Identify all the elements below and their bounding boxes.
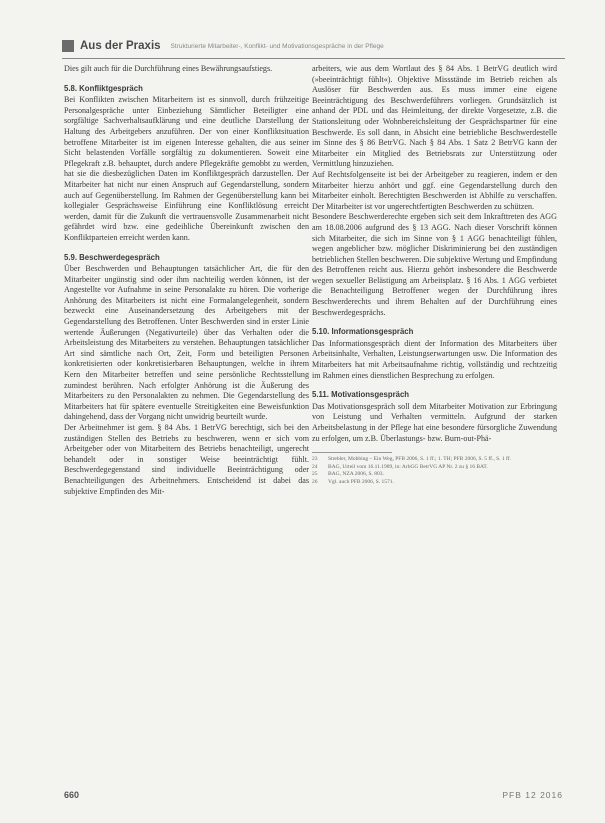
section-subtitle: Strukturierte Mitarbeiter-, Konflikt- und Motivationsgespräche in der Pflege — [170, 42, 384, 50]
paragraph-rechtsfolgen: Auf Rechtsfolgenseite ist bei der Arbeitgeber zu reagieren, indem er den Mitarbeiter hierzu anhört und ggf. eine Gegendarstellung durch den Mitarbeiter einholt. Berechtigten Beschwerden ist Abhilfe zu verschaffen. Der Mitarbeiter ist vor ungerechtfertigten Beschwerden zu schützen. — [312, 169, 557, 211]
paragraph-konfliktgespraech: Bei Konflikten zwischen Mitarbeitern ist es sinnvoll, durch frühzeitige Personalgespräche unter Einbeziehung Sämtlicher Beteiligter eine sorgfältige Sachverhaltsaufklärung und eine deutliche Darstellung der Haltung des Arbeitgebers anzuführen. Der von einer Konfliktsituation betroffene Mitarbeiter ist im eigenen Interesse gehalten, die aus seiner Sicht belastenden Vorfälle sorgfältig zu dokumentieren. Soweit eine Pflegekraft z.B. behauptet, durch andere Pflegekräfte gemobbt zu werden, hat sie die diesbezüglichen Daten im Konfliktgespräch darzustellen. Der Mitarbeiter hat nicht nur einen Anspruch auf Gegendarstellung, sondern auch auf Gegenüberstellung. Im Rahmen der Gegenüberstellung kann bei kollegialer Gesprächsweise Einführung eine Konfliktlösung erreicht werden, damit für die Zukunft die vertrauensvolle Zusammenarbeit nicht gefährdet wird bzw. eine gedeihliche Übereinkunft zwischen den Konfliktparteien erreicht werden kann. — [64, 95, 309, 242]
heading-konfliktgespraech: 5.8. Konfliktgespräch — [64, 83, 143, 93]
paragraph-continuation: arbeiters, wie aus dem Wortlaut des § 84 Abs. 1 BetrVG deutlich wird (»beeinträchtigt fühlt«). Objektive Missstände im Betrieb reichen als Auslöser für Beschwerden aus. Es muss immer eine eigene Beeinträchtigung des Beschwerdeführers vorliegen. Grundsätzlich ist anhand der PDL und das Heimleitung, der direkte Vorgesetzte, z.B. die Stationsleitung oder Wohnbereichsleitung der Gesprächspartner für eine Beschwerde. Es soll dann, in Absicht eine betriebliche Beschwerdestelle im Sinne des § 86 BetrVG. Nach § 84 Abs. 1 Satz 2 BetrVG kann der Mitarbeiter ein Mitglied des Betriebsrats zur Unterstützung oder Vermittlung hinzuziehen. — [312, 64, 557, 169]
header-rule — [62, 58, 565, 59]
paragraph-agg: Besondere Beschwerderechte ergeben sich seit dem Inkrafttreten des AGG am 18.08.2006 aufgrund des § 13 AGG. Nach dieser Vorschrift können sich Mitarbeiter, die sich im Sinne von § 1 AGG benachteiligt fühlen, wegen angeblicher bzw. möglicher Diskriminierung bei den zuständigen betrieblichen Stellen beschweren. Die subjektive Wertung und Empfindung des Betroffenen reicht aus. Hierzu gehört insbesondere die Beschwerde wegen sexueller Belästigung am Arbeitsplatz. § 16 Abs. 1 AGG verbietet die Benachteiligung Betroffener wegen der Durchführung ihres Beschwerderechts und ihrem Behalten auf der Durchführung eines Beschwerdegesprächs. — [312, 212, 557, 317]
left-column — [64, 64, 309, 497]
paragraph-beschwerdegespraech: Über Beschwerden und Behauptungen tatsächlicher Art, die für den Mitarbeiter ungünstig sind oder ihm nachteilig werden können, ist der Angestellte vor Aufnahme in seine Personalakte zu hören. Die vorherige Anhörung des Mitarbeiters ist nicht eine Formalangelegenheit, sondern bezweckt eine Auseinandersetzung des Arbeitgebers mit der Gegendarstellung des Betroffenen. Unter Beschwerden sind in erster Linie wertende Äußerungen (Negativurteile) über das Verhalten oder die Arbeitsleistung des Mitarbeiters zu verstehen. Behauptungen tatsächlicher Art sind sämtliche nach Ort, Zeit, Form und beteiligten Personen konkretisierten oder konkretisierbaren Behauptungen, welche in ihrem Kern den Mitarbeiter betreffen und seine persönliche Rechtsstellung zumindest berühren. Nach erfolgter Anhörung ist die Äußerung des Mitarbeiters zu den Personalakten zu nehmen. Die Gegendarstellung des Mitarbeiters hat für spätere eventuelle Streitigkeiten eine Beweisfunktion dahingehend, dass der Vorgang nicht unwidrig beurteilt wurde. — [64, 264, 309, 422]
paragraph-informationsgespraech: Das Informationsgespräch dient der Information des Mitarbeiters über Arbeitsinhalte, Verhalten, Leistungserwartungen usw. Die Information des Mitarbeiters hat mit Arbeitsaufnahme richtig, vollständig und rechtzeitig im Rahmen eines dienstlichen Besprechung zu erfolgen. — [312, 338, 557, 380]
heading-beschwerdegespraech: 5.9. Beschwerdegespräch — [64, 252, 160, 262]
section-title: Aus der Praxis — [80, 40, 161, 52]
heading-informationsgespraech: 5.10. Informationsgespräch — [312, 327, 414, 337]
footnote: 24 BAG, Urteil vom 16.11.1989, in: ArbGG BetrVG AP Nr. 2 zu § 16 BAT. — [312, 463, 488, 470]
paragraph-motivationsgespraech: Das Motivationsgespräch soll dem Mitarbeiter Motivation zur Erbringung von Leistung und Verhalten vermitteln. Aufgrund der starken Arbeitsbelastung in der Pflege hat eine besondere fürsorgliche Zuwendung zu erfolgen, um z.B. Überlastungs- bzw. Burn-out-Phä- — [312, 401, 557, 443]
page-number: 660 — [64, 790, 80, 800]
footnote: 23 Strebler, Mobbing – Ein Weg, PFB 2006, S. 1 ff.; 1. TH; PFB 2006, S. 5 ff., S. 1 ff. — [312, 456, 511, 463]
intro-paragraph: Dies gilt auch für die Durchführung eines Bewährungsaufstiegs. — [64, 64, 273, 73]
issue-label: PFB 12 2016 — [502, 790, 563, 800]
footnote: 25 BAG, NZA 2006, S. 803. — [312, 471, 384, 478]
footnote: 26 Vgl. auch PFB 2006, S. 1571. — [312, 478, 394, 485]
heading-motivationsgespraech: 5.11. Motivationsgespräch — [312, 390, 410, 400]
right-column — [312, 64, 557, 486]
paragraph-beschwerderecht: Der Arbeitnehmer ist gem. § 84 Abs. 1 BetrVG berechtigt, sich bei den zuständigen Stellen des Betriebs zu beschweren, wenn er sich vom Arbeitgeber oder von Mitarbeitern des Betriebs benachteiligt, ungerecht behandelt oder in sonstiger Weise beeinträchtigt fühlt. Beschwerdegegenstand sind individuelle Beeinträchtigung oder Benachteiligungen des Arbeitnehmers. Entscheidend ist dabei das subjektive Empfinden des Mit- — [64, 423, 309, 496]
footnote-rule — [312, 452, 392, 453]
page-header — [62, 36, 565, 56]
header-square-icon — [62, 40, 74, 52]
